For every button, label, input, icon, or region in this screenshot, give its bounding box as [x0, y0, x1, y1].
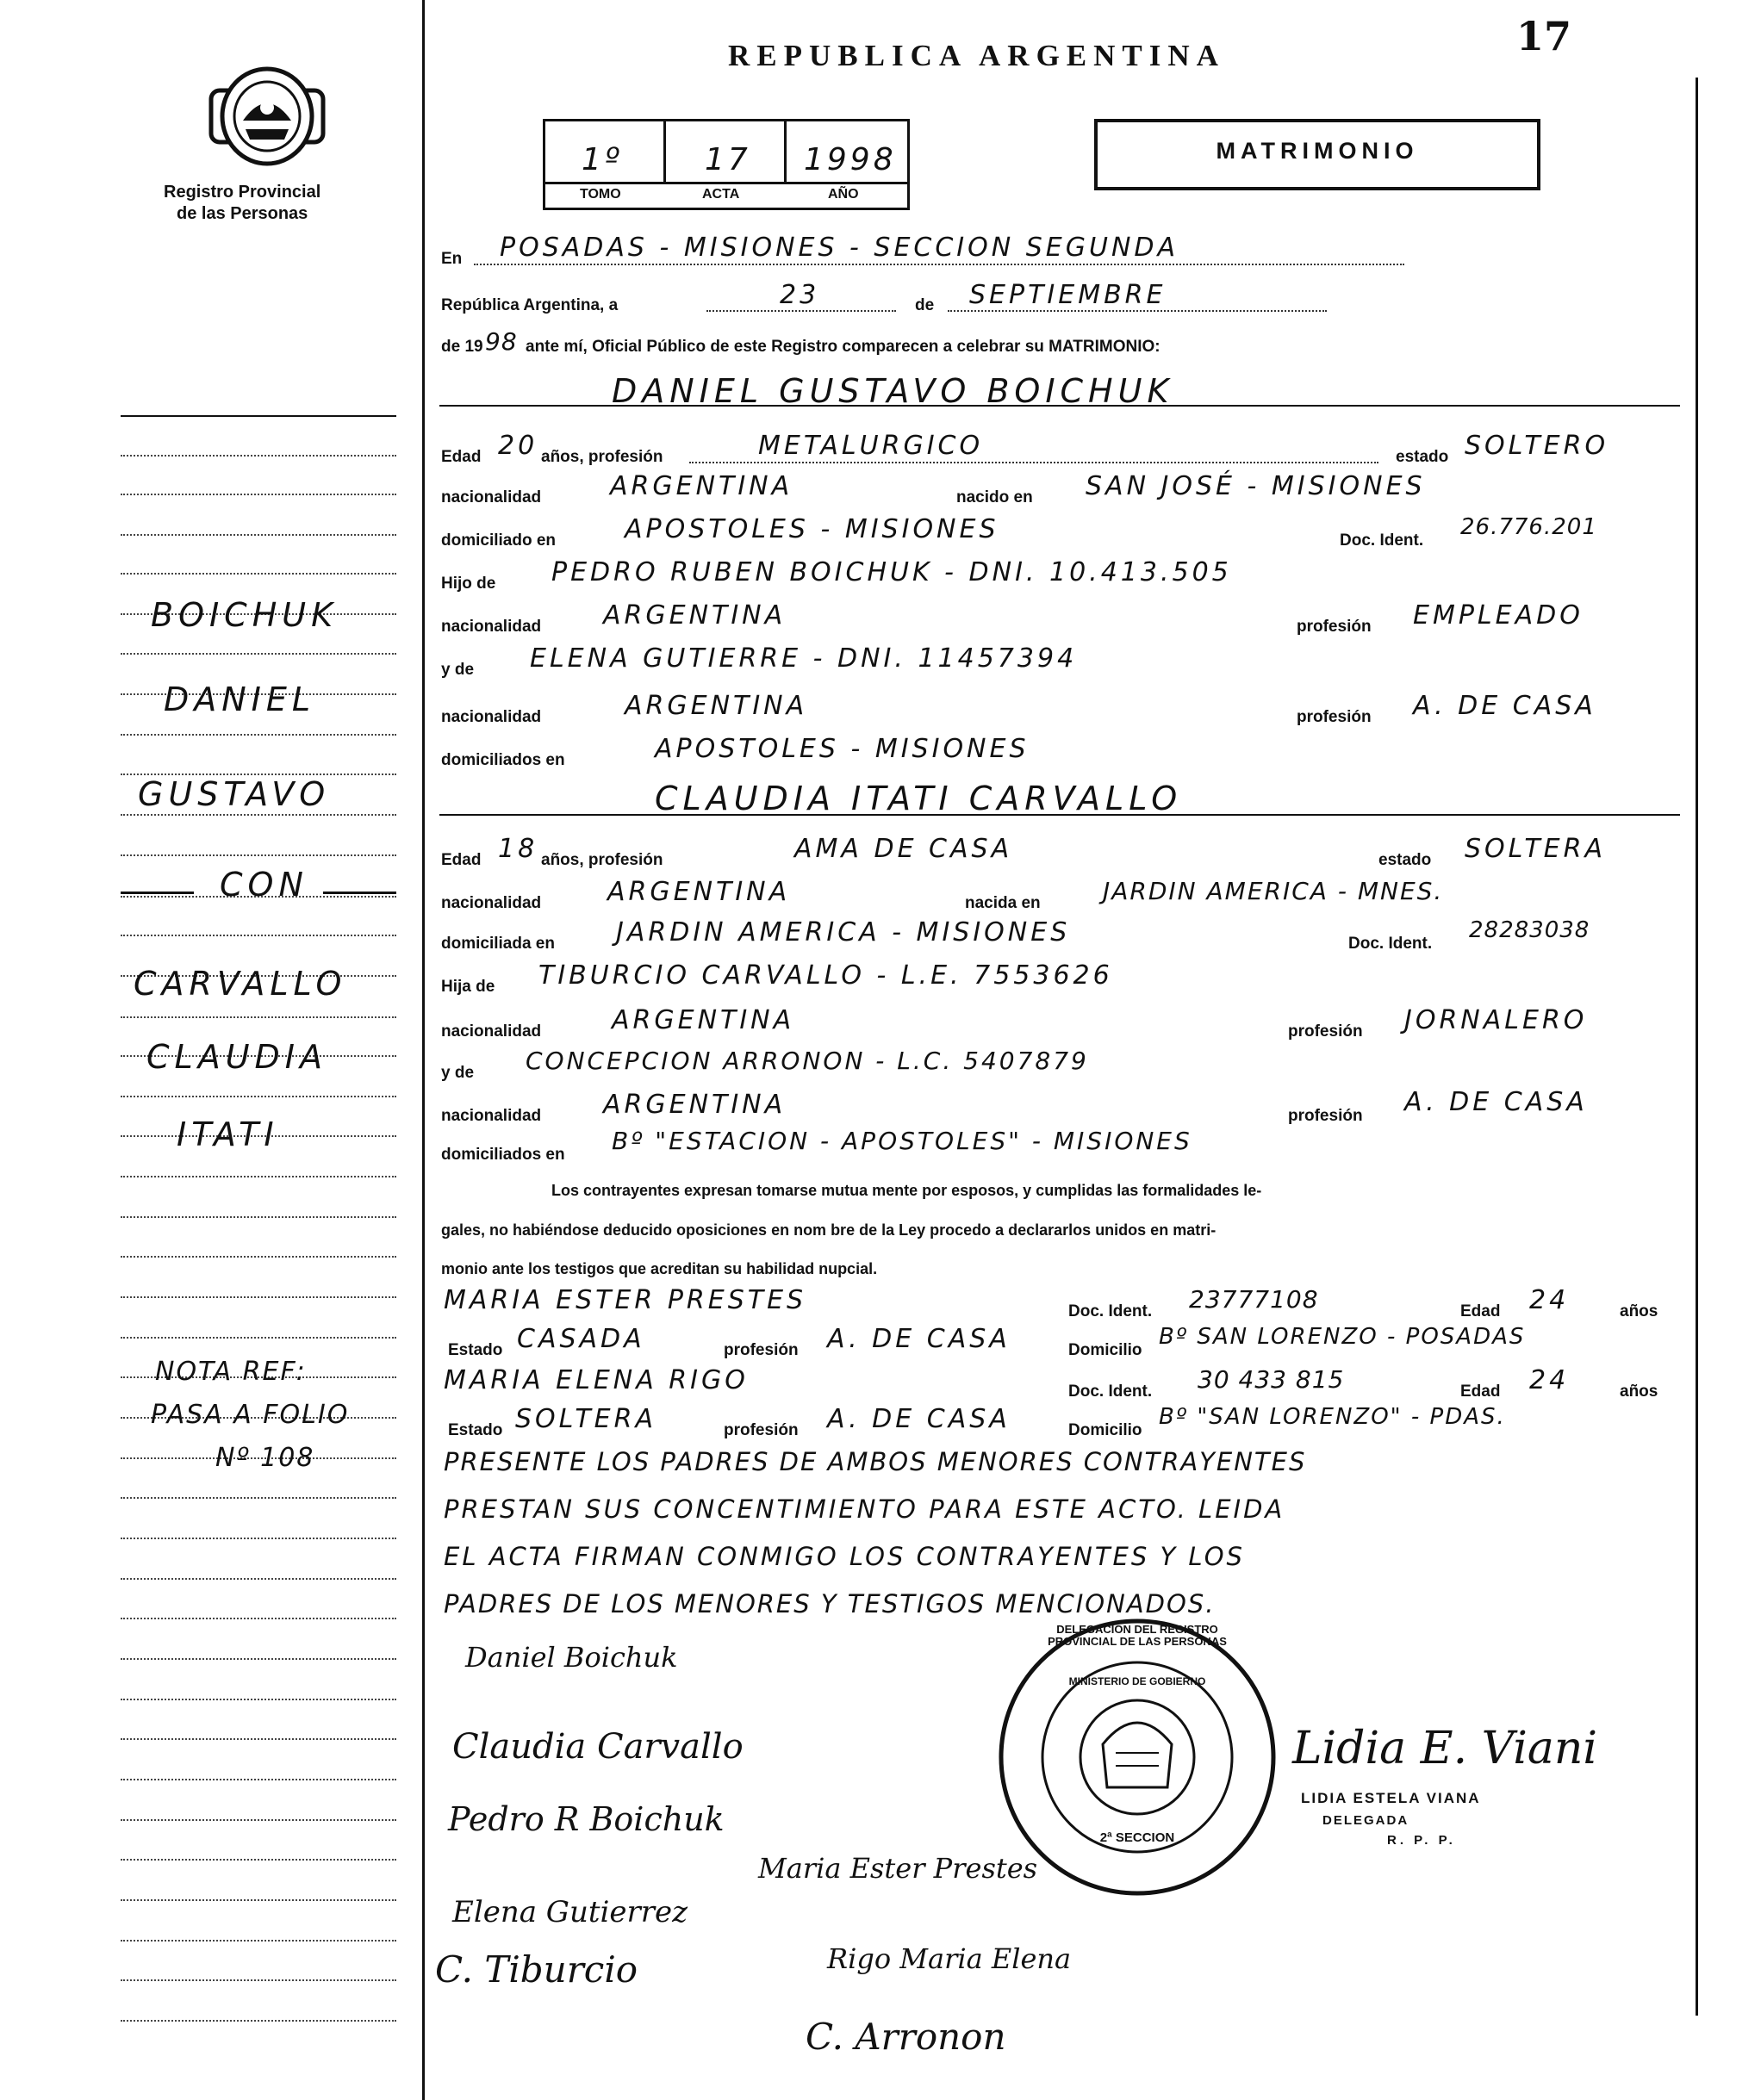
signature-witness1: Maria Ester Prestes	[758, 1852, 1038, 1885]
signature-groom-mother: Elena Gutierrez	[452, 1895, 688, 1929]
margin-surname1: BOICHUK	[151, 596, 339, 634]
witness1-edad-label: Edad	[1460, 1302, 1501, 1320]
bride-father: TIBURCIO CARVALLO - L.E. 7553626	[538, 960, 1113, 991]
bride-nationality: ARGENTINA	[607, 877, 791, 907]
groom-estado-label: estado	[1396, 448, 1449, 466]
official-name: LIDIA ESTELA VIANA	[1301, 1790, 1481, 1806]
bride-nat-label: nacionalidad	[441, 894, 542, 912]
registry-name-line1: Registro Provincial	[164, 183, 321, 202]
signature-witness2: Rigo Maria Elena	[827, 1942, 1072, 1975]
de-label: de	[915, 296, 935, 314]
witness1-profession: A. DE CASA	[827, 1324, 1011, 1354]
signature-official: Lidia E. Viani	[1292, 1723, 1598, 1774]
margin-nota2: PASA A FOLIO	[151, 1400, 350, 1430]
registry-name-line2: de las Personas	[177, 204, 308, 223]
bride-dom-label: domiciliada en	[441, 935, 555, 953]
bride-estado-label: estado	[1378, 851, 1432, 869]
bride-father-nat-label: nacionalidad	[441, 1022, 542, 1041]
signature-groom: Daniel Boichuk	[465, 1641, 678, 1674]
note-line-2: PRESTAN SUS CONCENTIMIENTO PARA ESTE ACTO. LEIDA	[444, 1494, 1285, 1524]
declaration-line3: monio ante los testigos que acreditan su habilidad nupcial.	[441, 1260, 878, 1277]
signature-bride-father: C. Tiburcio	[435, 1948, 638, 1991]
margin-given2b: ITATI	[177, 1115, 279, 1153]
witness1-anos-label: años	[1620, 1302, 1658, 1320]
witness1-dom-label: Domicilio	[1068, 1341, 1142, 1359]
witness2-dom-label: Domicilio	[1068, 1421, 1142, 1439]
groom-doc: 26.776.201	[1460, 514, 1597, 540]
margin-connector: CON	[220, 866, 308, 904]
groom-parents-dom: APOSTOLES - MISIONES	[655, 734, 1030, 764]
bride-estado: SOLTERA	[1465, 834, 1606, 864]
connector-dash-left	[121, 892, 194, 894]
groom-nationality: ARGENTINA	[610, 471, 793, 501]
province-seal-icon	[207, 60, 327, 172]
groom-doc-label: Doc. Ident.	[1340, 531, 1424, 550]
witness2-edad-label: Edad	[1460, 1382, 1501, 1401]
groom-age: 20	[498, 431, 538, 461]
ano-label: AÑO	[828, 187, 859, 202]
acta-value: 17	[705, 142, 751, 177]
bride-profession: AMA DE CASA	[794, 834, 1013, 864]
acta-label: ACTA	[702, 187, 740, 202]
ano-value: 1998	[804, 142, 897, 177]
groom-father-nat-label: nacionalidad	[441, 618, 542, 636]
margin-nota1: NOTA REF:	[155, 1357, 307, 1387]
bride-age: 18	[498, 834, 538, 864]
republica-label: República Argentina, a	[441, 296, 619, 314]
groom-domicilio: APOSTOLES - MISIONES	[625, 514, 999, 544]
bride-mother-nat-label: nacionalidad	[441, 1107, 542, 1125]
stamp-ministry: MINISTERIO DE GOBIERNO	[1068, 1675, 1206, 1687]
witness1-name: MARIA ESTER PRESTES	[444, 1285, 807, 1315]
record-box	[543, 119, 910, 210]
witness2-doc: 30 433 815	[1198, 1365, 1345, 1394]
groom-father: PEDRO RUBEN BOICHUK - DNI. 10.413.505	[551, 557, 1232, 587]
groom-mother-nat-label: nacionalidad	[441, 708, 542, 726]
bride-mother-label: y de	[441, 1064, 475, 1082]
groom-mother-prof: A. DE CASA	[1413, 691, 1596, 721]
groom-father-label: Hijo de	[441, 575, 496, 593]
witness2-estado-label: Estado	[448, 1421, 503, 1439]
bride-father-nat: ARGENTINA	[612, 1005, 795, 1035]
bride-parents-dom-label: domiciliados en	[441, 1146, 565, 1164]
stamp-section: 2ª SECCION	[1099, 1830, 1175, 1845]
bride-mother-nat: ARGENTINA	[603, 1090, 787, 1120]
tomo-label: TOMO	[580, 187, 621, 202]
bride-father-prof: JORNALERO	[1404, 1005, 1588, 1035]
groom-anos-prof-label: años, profesión	[541, 448, 663, 466]
witness1-prof-label: profesión	[724, 1341, 799, 1359]
signature-groom-father: Pedro R Boichuk	[448, 1800, 725, 1838]
connector-dash-right	[323, 892, 396, 894]
groom-full-name: DANIEL GUSTAVO BOICHUK	[612, 372, 1174, 410]
witness1-doc: 23777108	[1189, 1285, 1319, 1314]
witness2-age: 24	[1529, 1365, 1570, 1395]
groom-edad-label: Edad	[441, 448, 482, 466]
act-type-box	[1094, 119, 1540, 190]
intro-statement: ante mí, Oficial Público de este Registro comparecen a celebrar su MATRIMONIO:	[526, 338, 1161, 356]
bride-full-name: CLAUDIA ITATI CARVALLO	[655, 780, 1183, 817]
groom-dom-label: domiciliado en	[441, 531, 557, 550]
groom-estado: SOLTERO	[1465, 431, 1609, 461]
groom-mother-prof-label: profesión	[1297, 708, 1372, 726]
witness2-anos-label: años	[1620, 1382, 1658, 1401]
bride-father-label: Hija de	[441, 978, 495, 996]
bride-domicilio: JARDIN AMERICA - MISIONES	[616, 917, 1071, 947]
margin-nota3: Nº 108	[215, 1443, 315, 1473]
page-number: 17	[1516, 13, 1572, 59]
signature-bride-mother: C. Arronon	[806, 2016, 1006, 2058]
bride-doc: 28283038	[1469, 917, 1590, 943]
note-line-4: PADRES DE LOS MENORES Y TESTIGOS MENCIONADOS.	[444, 1589, 1216, 1618]
witness2-estado: SOLTERA	[515, 1404, 656, 1434]
day-value: 23	[780, 280, 820, 310]
witness1-domicilio: Bº SAN LORENZO - POSADAS	[1159, 1324, 1526, 1350]
witness2-domicilio: Bº "SAN LORENZO" - PDAS.	[1159, 1404, 1506, 1430]
bride-nacida-label: nacida en	[965, 894, 1041, 912]
official-title: DELEGADA	[1322, 1813, 1409, 1828]
bride-anos-prof-label: años, profesión	[541, 851, 663, 869]
official-org: R. P. P.	[1387, 1833, 1456, 1848]
margin-given2a: CLAUDIA	[146, 1038, 327, 1076]
groom-mother: ELENA GUTIERRE - DNI. 11457394	[530, 643, 1078, 674]
witness2-name: MARIA ELENA RIGO	[444, 1365, 749, 1395]
groom-mother-nat: ARGENTINA	[625, 691, 808, 721]
margin-given1a: DANIEL	[164, 680, 316, 718]
groom-father-prof-label: profesión	[1297, 618, 1372, 636]
groom-father-prof: EMPLEADO	[1413, 600, 1584, 631]
note-line-3: EL ACTA FIRMAN CONMIGO LOS CONTRAYENTES Y LOS	[444, 1542, 1245, 1571]
groom-parents-dom-label: domiciliados en	[441, 751, 565, 769]
groom-father-nat: ARGENTINA	[603, 600, 787, 631]
country-title: REPUBLICA ARGENTINA	[728, 39, 1225, 72]
witness1-estado: CASADA	[517, 1324, 645, 1354]
bride-birthplace: JARDIN AMERICA - MNES.	[1103, 877, 1444, 905]
witness1-age: 24	[1529, 1285, 1570, 1315]
declaration-line1: Los contrayentes expresan tomarse mutua mente por esposos, y cumplidas las formalidades le-	[551, 1182, 1262, 1199]
declaration-line2: gales, no habiéndose deducido oposiciones en nom bre de la Ley procedo a declararlos unidos en matri-	[441, 1221, 1217, 1239]
bride-mother-prof-label: profesión	[1288, 1107, 1363, 1125]
stamp-text: DELEGACION DEL REGISTRO PROVINCIAL DE LAS PERSONAS	[1048, 1623, 1227, 1648]
month-value: SEPTIEMBRE	[969, 280, 1167, 310]
witness2-prof-label: profesión	[724, 1421, 799, 1439]
left-margin-rule	[422, 0, 425, 2100]
right-edge-rule	[1696, 78, 1698, 2016]
groom-nacido-label: nacido en	[956, 488, 1033, 506]
bride-parents-dom: Bº "ESTACION - APOSTOLES" - MISIONES	[612, 1127, 1192, 1155]
groom-birthplace: SAN JOSÉ - MISIONES	[1086, 471, 1426, 501]
bride-mother: CONCEPCION ARRONON - L.C. 5407879	[526, 1047, 1089, 1075]
witness1-estado-label: Estado	[448, 1341, 503, 1359]
bride-doc-label: Doc. Ident.	[1348, 935, 1433, 953]
margin-given1b: GUSTAVO	[138, 775, 331, 813]
official-stamp	[995, 1615, 1279, 1899]
bride-edad-label: Edad	[441, 851, 482, 869]
margin-surname2: CARVALLO	[134, 965, 347, 1003]
groom-mother-label: y de	[441, 661, 475, 679]
bride-mother-prof: A. DE CASA	[1404, 1087, 1588, 1117]
year-prefix: de 19	[441, 338, 483, 356]
en-label: En	[441, 250, 463, 268]
groom-profession: METALURGICO	[758, 431, 984, 461]
signature-bride: Claudia Carvallo	[452, 1727, 744, 1767]
witness2-profession: A. DE CASA	[827, 1404, 1011, 1434]
witness1-doc-label: Doc. Ident.	[1068, 1302, 1153, 1320]
groom-nat-label: nacionalidad	[441, 488, 542, 506]
bride-father-prof-label: profesión	[1288, 1022, 1363, 1041]
act-type-label: MATRIMONIO	[1216, 138, 1419, 164]
year-suffix: 98	[485, 327, 518, 356]
place-value: POSADAS - MISIONES - SECCION SEGUNDA	[500, 233, 1179, 263]
tomo-value: 1º	[582, 142, 623, 177]
witness2-doc-label: Doc. Ident.	[1068, 1382, 1153, 1401]
note-line-1: PRESENTE LOS PADRES DE AMBOS MENORES CONTRAYENTES	[444, 1447, 1307, 1476]
